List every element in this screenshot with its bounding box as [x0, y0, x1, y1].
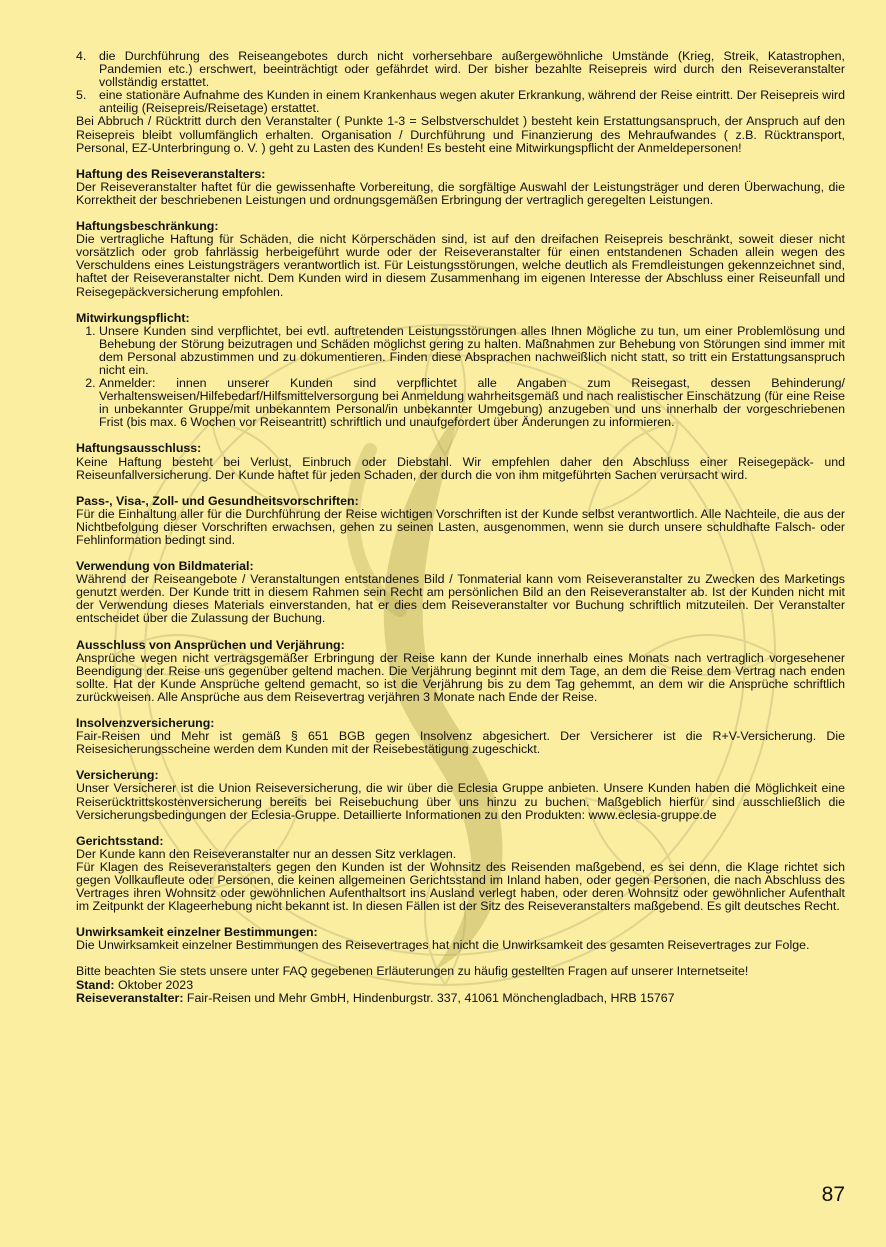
section-versicherung	[76, 769, 845, 821]
faq-note: Bitte beachten Sie stets unsere unter FAQ gegebenen Erläuterungen zu häufig gestellten Fragen auf unserer Internetseite!	[76, 964, 749, 979]
section-text: Der Reiseveranstalter haftet für die gewissenhafte Vorbereitung, die sorgfältige Auswahl der Leistungsträger und deren Überwachung, die Korrektheit der beschriebenen Leistungen und ordnungsgemäßen Erbringung der vertraglich geregelten Leistungen.	[76, 179, 845, 207]
section-text: Für Klagen des Reiseveranstalters gegen den Kunden ist der Wohnsitz des Reisenden maßgebend, es sei denn, die Klage richtet sich gegen Vollkaufleute oder Personen, die keinen allgemeinen Gerichtsstand im Inland haben, oder gegen Personen, die nach Abschluss des Vertrages ihren Wohnsitz oder gewöhnlichen Aufenthaltsort ins Ausland verlegt haben, oder deren Wohnsitz oder gewöhnlicher Aufenthalt im Zeitpunkt der Klageerhebung nicht bekannt ist. In diesen Fällen ist der Sitz des Reiseveranstalters maßgebend. Es gilt deutsches Recht.	[76, 859, 845, 914]
section-text: Die vertragliche Haftung für Schäden, die nicht Körperschäden sind, ist auf den dreifachen Reisepreis beschränkt, soweit dieser nicht vorsätzlich oder grob fahrlässig herbeigeführt wurde oder der Reiseveranstalter für einen entstandenen Schaden allein wegen des Verschuldens eines Leistungsträgers verantwortlich ist. Für Leistungsstörungen, welche deutlich als Fremdleistungen gekennzeichnet sind, haftet der Reiseveranstalter nicht. Dem Kunden wird in diesem Zusammenhang im eigenen Interesse der Abschluss einer Reiseunfall und Reisegepäckversicherung empfohlen.	[76, 232, 845, 299]
section-text: Der Kunde kann den Reiseveranstalter nur an dessen Sitz verklagen.	[76, 846, 457, 861]
section-text: Fair-Reisen und Mehr ist gemäß § 651 BGB gegen Insolvenz abgesichert. Der Versicherer ist die R+V-Versicherung. Die Reisesicherungsscheine werden dem Kunden mit der Reisebestätigung zugeschickt.	[76, 729, 845, 757]
section-mitwirkungspflicht	[76, 312, 845, 430]
section-haftung	[76, 168, 845, 207]
section-pass-visa	[76, 495, 845, 547]
section-haftungsausschluss	[76, 442, 845, 481]
section-text: Keine Haftung besteht bei Verlust, Einbruch oder Diebstahl. Wir empfehlen daher den Abschluss einer Reisegepäck- und Reiseunfallversicherung. Der Kunde haftet für jeden Schaden, der durch die von ihm mitgeführten Sachen verursacht wird.	[76, 454, 845, 482]
section-verjaehrung	[76, 639, 845, 704]
section-text: Unser Versicherer ist die Union Reiseversicherung, die wir über die Eclesia Gruppe anbieten. Unsere Kunden haben die Möglichkeit eine Reiserücktrittskostenversicherung bereits bei Reisebuchung über uns hinzu zu buchen. Maßgeblich hierfür sind ausschließlich die Versicherungsbedingungen der Eclesia-Gruppe. Detaillierte Informationen zu den Produkten: www.eclesia-gruppe.de	[76, 781, 845, 822]
stand-value: Oktober 2023	[118, 977, 194, 992]
section-title: Verwendung von Bildmaterial:	[76, 559, 254, 574]
section-title: Gerichtsstand:	[76, 833, 164, 848]
section-title: Mitwirkungspflicht:	[76, 310, 190, 325]
section-text: Während der Reiseangebote / Veranstaltungen entstandenes Bild / Tonmaterial kann vom Reiseveranstalter zu Zwecken des Marketings genutzt werden. Der Kunde tritt in diesem Rahmen sein Recht am persönlichen Bild an den Reiseveranstalter ab. Ist der Kunden nicht mit der Verwendung dieses Materials einverstanden, hat er dies dem Reiseveranstalter vor Buchung schriftlich mitzuteilen. Der Veranstalter entscheidet über die Zulassung der Buchung.	[76, 572, 845, 626]
section-haftungsbeschraenkung	[76, 220, 845, 299]
section-title: Insolvenzversicherung:	[76, 716, 215, 731]
page-number: 87	[821, 1183, 845, 1206]
section-title: Pass-, Visa-, Zoll- und Gesundheitsvorschriften:	[76, 493, 359, 508]
list-item: 1. Unsere Kunden sind verpflichtet, bei evtl. auftretenden Leistungsstörungen alles Ihnen Mögliche zu tun, um einer Problemlösung und Behebung der Störung beizutragen und Schäden möglichst gering zu halten. Maßnahmen zur Behebung von Störungen sind immer mit dem Personal abzustimmen und zu dokumentieren. Finden diese Absprachen nachweißlich nicht statt, so tritt ein Erstattungsanspruch nicht ein.	[99, 325, 845, 377]
section-unwirksamkeit	[76, 926, 845, 952]
section-title: Haftung des Reiseveranstalters:	[76, 166, 266, 181]
section-bildmaterial	[76, 560, 845, 625]
section-title: Versicherung:	[76, 768, 159, 783]
veranstalter-label: Reiseveranstalter:	[76, 990, 184, 1005]
mitwirkung-list	[76, 325, 845, 430]
stand-label: Stand:	[76, 977, 115, 992]
intro-list	[76, 50, 845, 115]
list-item: 2. Anmelder: innen unserer Kunden sind verpflichtet alle Angaben zum Reisegast, dessen Behinderung/ Verhaltensweisen/Hilfebedarf/Hilfsmittelversorgung bei Anmeldung wahrheitsgemäß und nach realistischer Einschätzung (für eine Reise in unbekannter Gruppe/mit unbekanntem Personal/in unbekannter Umgebung) anzugeben und uns innerhalb der vorgeschriebenen Frist (bis max. 6 Wochen vor Reiseantritt) schriftlich und unaufgefordert über Änderungen zu informieren.	[99, 377, 845, 429]
section-title: Haftungsbeschränkung:	[76, 219, 219, 234]
section-title: Unwirksamkeit einzelner Bestimmungen:	[76, 925, 318, 940]
section-gerichtsstand	[76, 835, 845, 914]
section-insolvenz	[76, 717, 845, 756]
section-title: Haftungsausschluss:	[76, 441, 202, 456]
section-text: Für die Einhaltung aller für die Durchführung der Reise wichtigen Vorschriften ist der Kunde selbst verantwortlich. Alle Nachteile, die aus der Nichtbefolgung dieser Vorschriften erwachsen, gehen zu seinen Lasten, ausgenommen, wenn sie durch unsere schuldhafte Falsch- oder Fehlinformation bedingt sind.	[76, 506, 845, 547]
list-item: 5. eine stationäre Aufnahme des Kunden in einem Krankenhaus wegen akuter Erkrankung, während der Reise eintritt. Der Reisepreis wird anteilig (Reisepreis/Reisetage) erstattet.	[76, 88, 845, 116]
intro-paragraph: Bei Abbruch / Rücktritt durch den Veranstalter ( Punkte 1-3 = Selbstverschuldet ) besteht kein Erstattungsanspruch, der Anspruch auf den Reisepreis bleibt vollumfänglich erhalten. Organisation / Durchführung und Finanzierung des Mehraufwandes ( z.B. Rücktransport, Personal, EZ-Unterbringung o. V. ) geht zu Lasten des Kunden! Es besteht eine Mitwirkungspflicht der Anmeldepersonen!	[76, 114, 845, 155]
section-text: Ansprüche wegen nicht vertragsgemäßer Erbringung der Reise kann der Kunde innerhalb eines Monats nach vertraglich vorgesehener Beendigung der Reise uns gegenüber geltend machen. Die Verjährung beginnt mit dem Tage, an dem die Reise dem Vertrag nach enden sollte. Hat der Kunde Ansprüche geltend gemacht, so ist die Verjährung bis zu dem Tag gehemmt, an dem wir die Ansprüche schriftlich zurückweisen. Alle Ansprüche aus dem Reisevertrag verjähren 3 Monate nach Ende der Reise.	[76, 650, 845, 704]
terms-content	[76, 50, 845, 1005]
section-title: Ausschluss von Ansprüchen und Verjährung:	[76, 637, 345, 652]
closing-block	[76, 965, 845, 1004]
veranstalter-line	[76, 992, 845, 1005]
section-text: Die Unwirksamkeit einzelner Bestimmungen des Reisevertrages hat nicht die Unwirksamkeit des gesamten Reisevertrages zur Folge.	[76, 938, 810, 953]
list-item: 4. die Durchführung des Reiseangebotes durch nicht vorhersehbare außergewöhnliche Umstände (Krieg, Streik, Katastrophen, Pandemien etc.) erschwert, beeinträchtigt oder gefährdet wird. Der bisher bezahlte Reisepreis wird durch den Reiseveranstalter vollständig erstattet.	[76, 49, 845, 90]
veranstalter-value: Fair-Reisen und Mehr GmbH, Hindenburgstr. 337, 41061 Mönchengladbach, HRB 15767	[186, 990, 675, 1005]
